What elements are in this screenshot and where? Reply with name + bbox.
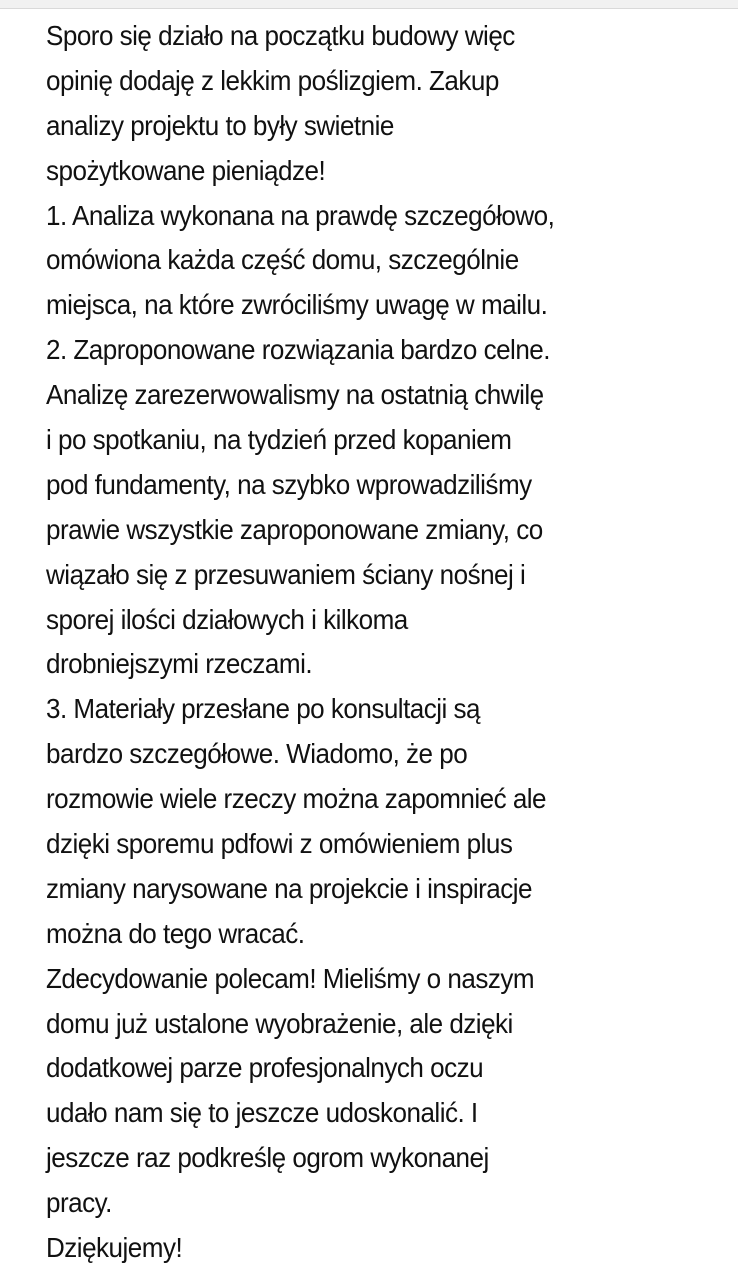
review-line: zmiany narysowane na projekcie i inspiracje: [46, 872, 533, 904]
review-line: udało nam się to jeszcze udoskonalić. I: [46, 1097, 478, 1129]
review-line: 2. Zaproponowane rozwiązania bardzo celne.: [46, 334, 550, 366]
review-line: wiązało się z przesuwaniem ściany nośnej i: [46, 558, 526, 590]
review-text: [46, 14, 736, 1271]
review-line: 1. Analiza wykonana na prawdę szczegółowo,: [46, 199, 555, 231]
review-line: i po spotkaniu, na tydzień przed kopaniem: [46, 424, 512, 456]
review-line: pracy.: [46, 1187, 112, 1219]
review-line: bardzo szczegółowe. Wiadomo, że po: [46, 738, 468, 770]
review-line: jeszcze raz podkreślę ogrom wykonanej: [46, 1142, 489, 1174]
review-line: Analizę zarezerwowalismy na ostatnią chwilę: [46, 379, 544, 411]
review-line: omówiona każda część domu, szczególnie: [46, 244, 519, 276]
review-line: Dziękujemy!: [46, 1232, 183, 1264]
review-line: pod fundamenty, na szybko wprowadziliśmy: [46, 468, 532, 500]
review-line: analizy projektu to były swietnie: [46, 109, 394, 141]
review-line: rozmowie wiele rzeczy można zapomnieć ale: [46, 783, 547, 815]
review-line: sporej ilości działowych i kilkoma: [46, 603, 408, 635]
review-line: miejsca, na które zwróciliśmy uwagę w mailu.: [46, 289, 548, 321]
review-line: Sporo się działo na początku budowy więc: [46, 20, 515, 51]
review-line: 3. Materiały przesłane po konsultacji są: [46, 693, 481, 725]
review-line: prawie wszystkie zaproponowane zmiany, co: [46, 513, 543, 545]
review-line: można do tego wracać.: [46, 917, 305, 949]
top-strip: [0, 0, 738, 9]
review-line: Zdecydowanie polecam! Mieliśmy o naszym: [46, 962, 535, 994]
review-line: drobniejszymi rzeczami.: [46, 648, 313, 680]
review-line: dodatkowej parze profesjonalnych oczu: [46, 1052, 484, 1084]
review-line: dzięki sporemu pdfowi z omówieniem plus: [46, 828, 513, 860]
review-line: spożytkowane pieniądze!: [46, 154, 326, 186]
review-line: domu już ustalone wyobrażenie, ale dzięki: [46, 1007, 513, 1039]
review-line: opinię dodaję z lekkim poślizgiem. Zakup: [46, 64, 499, 96]
